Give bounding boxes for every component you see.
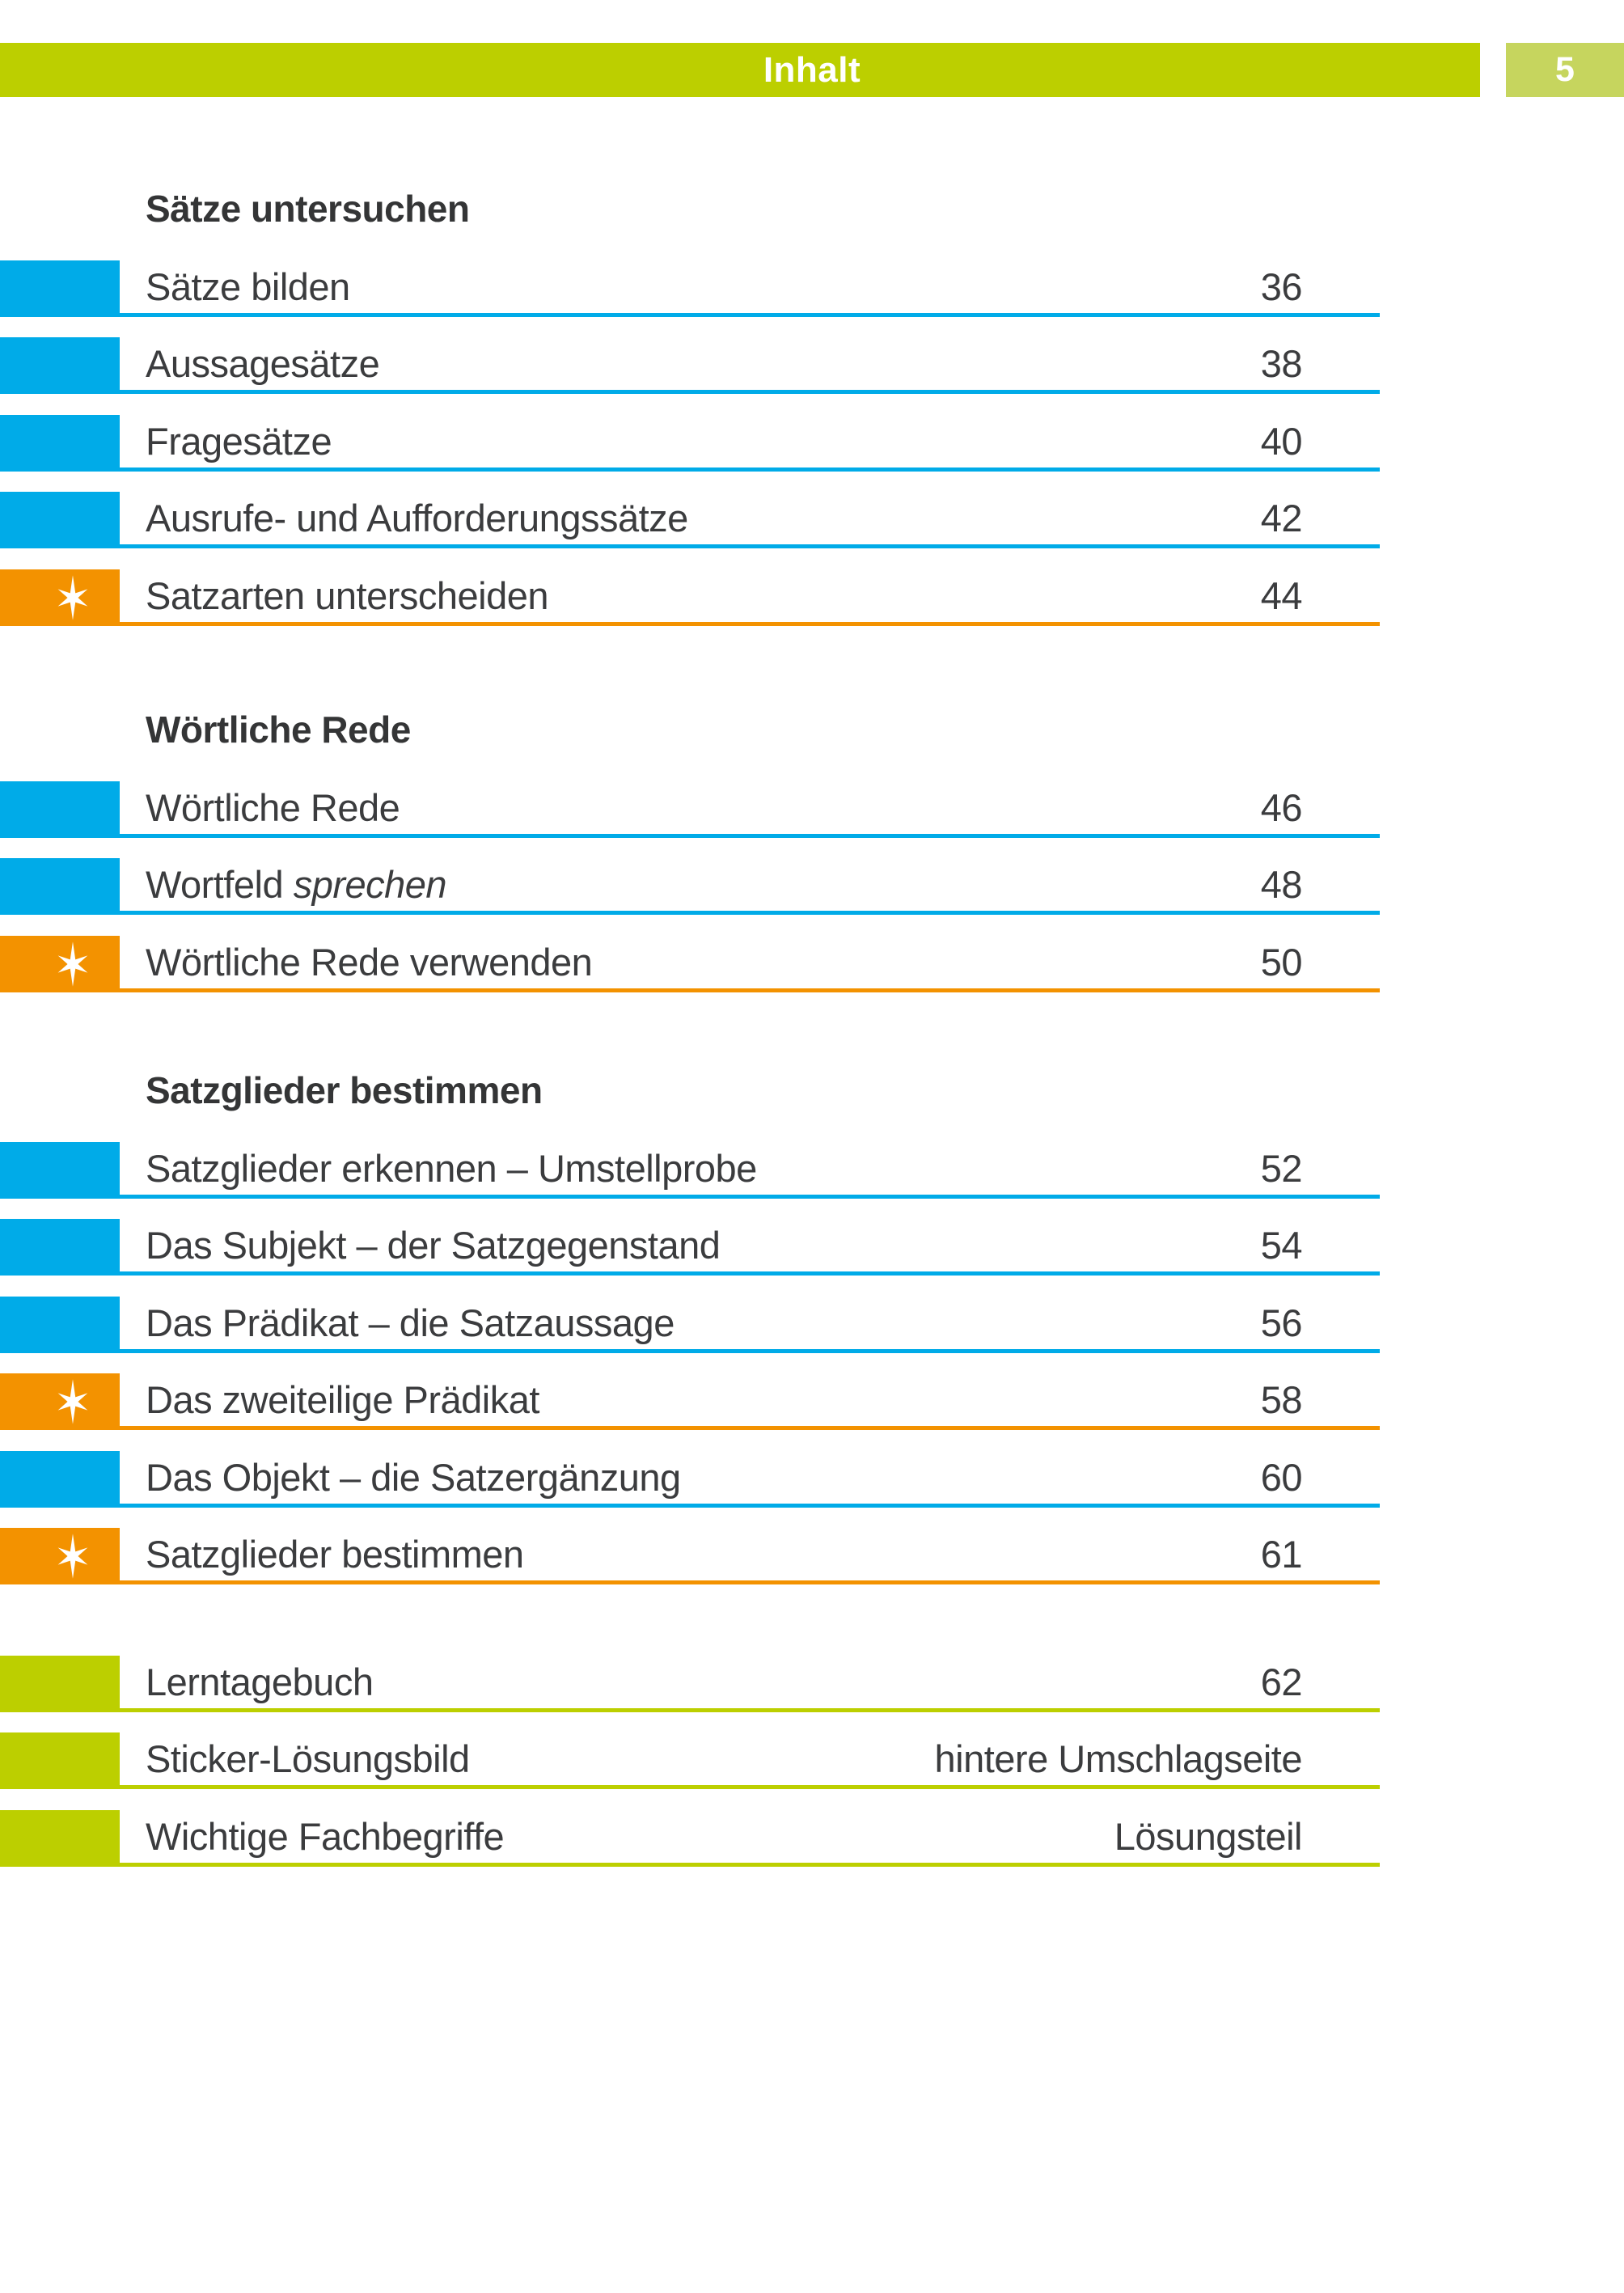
page-number-badge [1506,43,1624,97]
toc-row [0,1219,1380,1276]
row-underline [0,622,1380,626]
row-underline [0,1349,1380,1353]
row-underline [0,467,1380,472]
row-tab [0,1732,120,1789]
row-underline [0,1785,1380,1789]
row-underline [0,1195,1380,1199]
toc-row [0,1528,1380,1584]
toc-row [0,1810,1380,1867]
row-tab [0,1810,120,1867]
row-page-ref: Lösungsteil [1114,1814,1302,1858]
row-label: Das Prädikat – die Satzaussage [146,1301,675,1344]
row-page-ref: hintere Umschlagseite [934,1737,1302,1781]
star-icon [53,1377,92,1427]
star-icon [53,1531,92,1581]
row-page-ref: 36 [1260,265,1302,308]
toc-row [0,1373,1380,1430]
row-underline [0,313,1380,317]
row-page-ref: 61 [1260,1533,1302,1576]
row-label: Das zweiteilige Prädikat [146,1378,539,1422]
section-heading: Sätze untersuchen [146,188,470,230]
row-underline [0,544,1380,548]
row-page-ref: 54 [1260,1224,1302,1267]
page-title: Inhalt [763,49,861,90]
row-page-ref: 60 [1260,1455,1302,1499]
row-page-ref: 56 [1260,1301,1302,1344]
toc-row [0,1142,1380,1199]
toc-row [0,1297,1380,1353]
row-tab [0,1451,120,1508]
row-label: Ausrufe- und Aufforderungssätze [146,497,688,540]
row-tab [0,1656,120,1712]
row-page-ref: 40 [1260,419,1302,463]
row-underline [0,1504,1380,1508]
row-underline [0,988,1380,992]
row-page-ref: 42 [1260,497,1302,540]
row-page-ref: 58 [1260,1378,1302,1422]
row-label: Aussagesätze [146,342,380,386]
toc-row [0,858,1380,915]
row-label: Wörtliche Rede [146,786,400,829]
row-underline [0,390,1380,394]
row-label: Sticker-Lösungsbild [146,1737,470,1781]
row-tab [0,1528,120,1584]
section-heading: Satzglieder bestimmen [146,1069,543,1111]
section-heading: Wörtliche Rede [146,709,411,751]
row-underline [0,911,1380,915]
row-tab [0,260,120,317]
row-tab [0,492,120,548]
row-label: Lerntagebuch [146,1661,374,1703]
row-underline [0,1708,1380,1712]
row-page-ref: 48 [1260,863,1302,907]
toc-row [0,781,1380,838]
row-page-ref: 50 [1260,940,1302,984]
row-label: Satzglieder erkennen – Umstellprobe [146,1147,757,1190]
toc-row [0,337,1380,394]
star-icon [53,939,92,989]
row-page-ref: 46 [1260,786,1302,829]
row-label: Wichtige Fachbegriffe [146,1814,505,1858]
row-tab [0,1373,120,1430]
row-label: Satzarten unterscheiden [146,573,548,617]
row-page-ref: 62 [1260,1661,1302,1703]
toc-row [0,415,1380,472]
toc-row [0,1451,1380,1508]
row-tab [0,781,120,838]
toc-row [0,1732,1380,1789]
row-label: Wörtliche Rede verwenden [146,940,593,984]
row-underline [0,1580,1380,1584]
star-icon [53,573,92,623]
row-underline [0,834,1380,838]
row-page-ref: 44 [1260,573,1302,617]
row-tab [0,1219,120,1276]
row-label: Sätze bilden [146,265,350,308]
row-page-ref: 52 [1260,1147,1302,1190]
row-label: Satzglieder bestimmen [146,1533,524,1576]
row-tab [0,569,120,626]
row-tab [0,936,120,992]
row-tab [0,858,120,915]
toc-row [0,569,1380,626]
page-number: 5 [1555,50,1575,89]
toc-row [0,260,1380,317]
row-label: Das Subjekt – der Satzgegenstand [146,1224,721,1267]
toc-row [0,492,1380,548]
row-underline [0,1271,1380,1276]
row-tab [0,1142,120,1199]
row-page-ref: 38 [1260,342,1302,386]
row-underline [0,1863,1380,1867]
toc-row [0,1656,1380,1712]
row-tab [0,415,120,472]
row-label: Wortfeld sprechen [146,863,447,907]
header-bar [0,43,1480,97]
row-label: Das Objekt – die Satzergänzung [146,1455,681,1499]
row-label: Fragesätze [146,419,332,463]
row-underline [0,1426,1380,1430]
row-tab [0,1297,120,1353]
toc-row [0,936,1380,992]
row-tab [0,337,120,394]
